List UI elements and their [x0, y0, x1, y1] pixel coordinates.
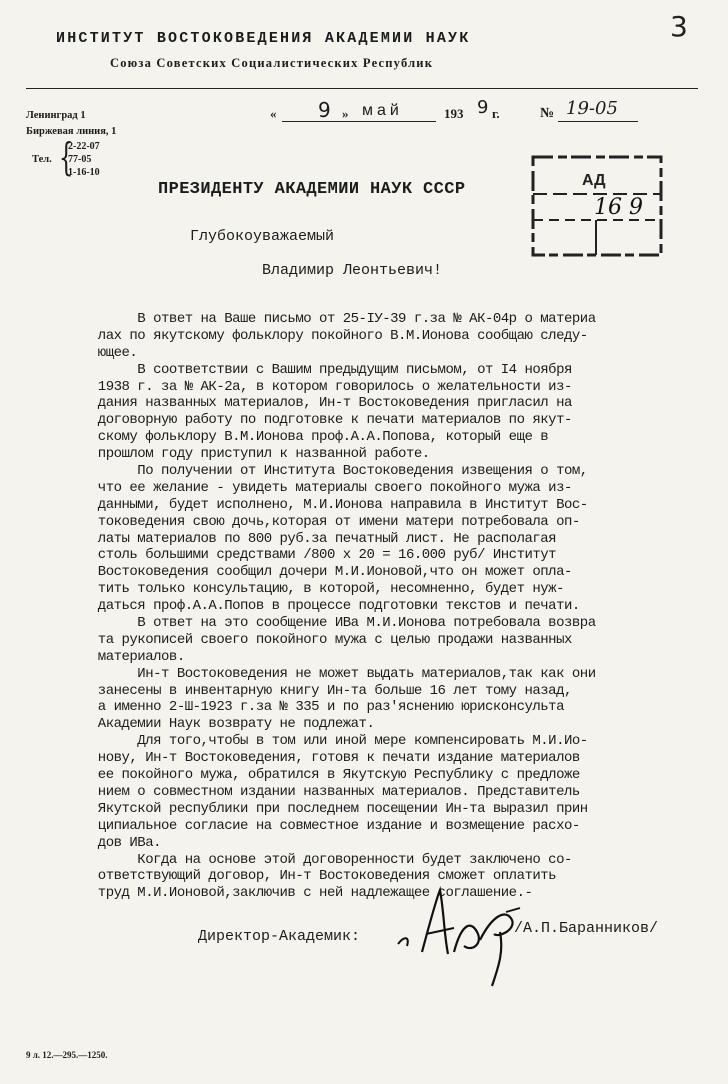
body-line: ответствующий договор, Ин-т Востоковедения сможет оплатить: [82, 868, 557, 885]
body-line: Для того,чтобы в том или иной мере компенсировать М.И.Ио-: [82, 733, 588, 750]
body-line: ее покойного мужа, обратился в Якутскую Республику с предложе: [82, 767, 580, 784]
date-close-quote: »: [342, 106, 351, 121]
body-line: скому фольклору В.М.Ионова проф.А.А.Попова, который еще в: [82, 429, 549, 446]
date-day: 9: [318, 98, 331, 122]
number-value: 19-05: [566, 98, 618, 119]
body-line: договорную работу по подготовке к печати материалов по якут-: [82, 412, 572, 429]
number-label: №: [540, 106, 555, 121]
body-line: а именно 2-Ш-1923 г.за № 335 и по раз'яснению юрисконсульта: [82, 699, 564, 716]
body-line: занесены в инвентарную книгу Ин-та больше 16 лет тому назад,: [82, 682, 572, 699]
body-line: труд М.И.Ионовой,заключив с ней надлежащее соглашение.-: [82, 885, 533, 902]
body-line: ющее.: [82, 344, 138, 361]
salutation-line-2: Владимир Леонтьевич!: [262, 262, 443, 279]
body-line: По получении от Института Востоковедения извещения о том,: [82, 463, 588, 480]
body-line: дов ИВа.: [82, 834, 162, 851]
body-line: В соответствии с Вашим предыдущим письмом, от I4 ноября: [82, 361, 572, 378]
brace-glyph: {: [58, 135, 74, 179]
body-line: Когда на основе этой договоренности будет заключено со-: [82, 851, 572, 868]
handwritten-signature: [388, 882, 538, 992]
date-year-suffix: г.: [492, 106, 500, 121]
body-line: тить только консультацию, в которой, несомненно, будет нуж-: [82, 581, 564, 598]
body-line: Академии Наук возврату не подлежат.: [82, 716, 375, 733]
body-line: латы материалов по 800 руб.за печатный лист. Не располагая: [82, 530, 557, 547]
body-line: В ответ на это сообщение ИВа М.И.Ионова потребовала возвра: [82, 615, 596, 632]
address-city: Ленинград 1: [26, 110, 86, 121]
salutation-line-1: Глубокоуважаемый: [190, 228, 335, 245]
number-underline: [558, 121, 638, 122]
date-year-digit: 9: [477, 97, 489, 118]
body-line: Якутской республики при последнем посещении Ин-та выразил прин: [82, 800, 588, 817]
phone-2: 77-05: [68, 154, 92, 165]
date-year-prefix: 193: [444, 106, 464, 121]
body-line: 1938 г. за № АК-2а, в котором говорилось о желательности из-: [82, 378, 572, 395]
stamp-text-bottom: 16 9: [594, 195, 643, 220]
body-line: что ее желание - увидеть материалы своего покойного мужа из-: [82, 479, 572, 496]
date-month: май: [362, 102, 403, 119]
address-street: Биржевая линия, 1: [26, 126, 117, 137]
phone-1: 2-22-07: [68, 141, 100, 152]
body-line: Востоковедения сообщил дочери М.И.Ионовой,что он может опла-: [82, 564, 572, 581]
page-number: 3: [670, 10, 688, 43]
body-line: даться проф.А.А.Попов в процессе подготовки текстов и печати.: [82, 598, 580, 615]
body-line: та рукописей своего покойного мужа с целью продажи названных: [82, 631, 572, 648]
letterhead-rule: [26, 88, 698, 89]
body-line: ципиальное согласие на совместное издание и возмещение расхо-: [82, 817, 580, 834]
body-line: Ин-т Востоковедения не может выдать материалов,так как они: [82, 665, 596, 682]
letterhead-union: Союза Советских Социалистических Республик: [110, 56, 434, 70]
body-line: прошлом году приступил к названной работе.: [82, 446, 430, 463]
print-footer: 9 л. 12.—295.—1250.: [26, 1050, 108, 1060]
body-line: нием о совместном издании названных материалов. Представитель: [82, 783, 580, 800]
registration-stamp: [530, 154, 664, 258]
body-line: лах по якутскому фольклору покойного В.М.Ионова сообщаю следу-: [82, 327, 588, 344]
phone-3: 1-16-10: [68, 167, 100, 178]
signature-title: Директор-Академик:: [198, 928, 361, 945]
body-line: данными, будет исполнено, М.И.Ионова направила в Институт Вос-: [82, 496, 588, 513]
date-underline: [282, 121, 436, 122]
date-open-quote: «: [270, 106, 279, 121]
body-line: нову, Ин-т Востоковедения, готовя к печати издание материалов: [82, 750, 580, 767]
stamp-text-top: АД: [582, 172, 606, 189]
letter-body: [82, 311, 722, 902]
tel-label: Тел.: [32, 154, 52, 165]
body-line: В ответ на Ваше письмо от 25-IУ-39 г.за № АК-04р о материа: [82, 311, 596, 327]
addressee: ПРЕЗИДЕНТУ АКАДЕМИИ НАУК СССР: [158, 180, 466, 199]
letterhead-institute: ИНСТИТУТ ВОСТОКОВЕДЕНИЯ АКАДЕМИИ НАУК: [56, 30, 471, 47]
body-line: столь большими средствами /800 х 20 = 16.000 руб/ Институт: [82, 547, 557, 564]
signature-name: /А.П.Баранников/: [514, 920, 659, 937]
body-line: дания названных материалов, Ин-т Востоковедения пригласил на: [82, 395, 572, 412]
body-line: материалов.: [82, 648, 185, 665]
body-line: токоведения свою дочь,которая от имени матери потребовала оп-: [82, 513, 580, 530]
